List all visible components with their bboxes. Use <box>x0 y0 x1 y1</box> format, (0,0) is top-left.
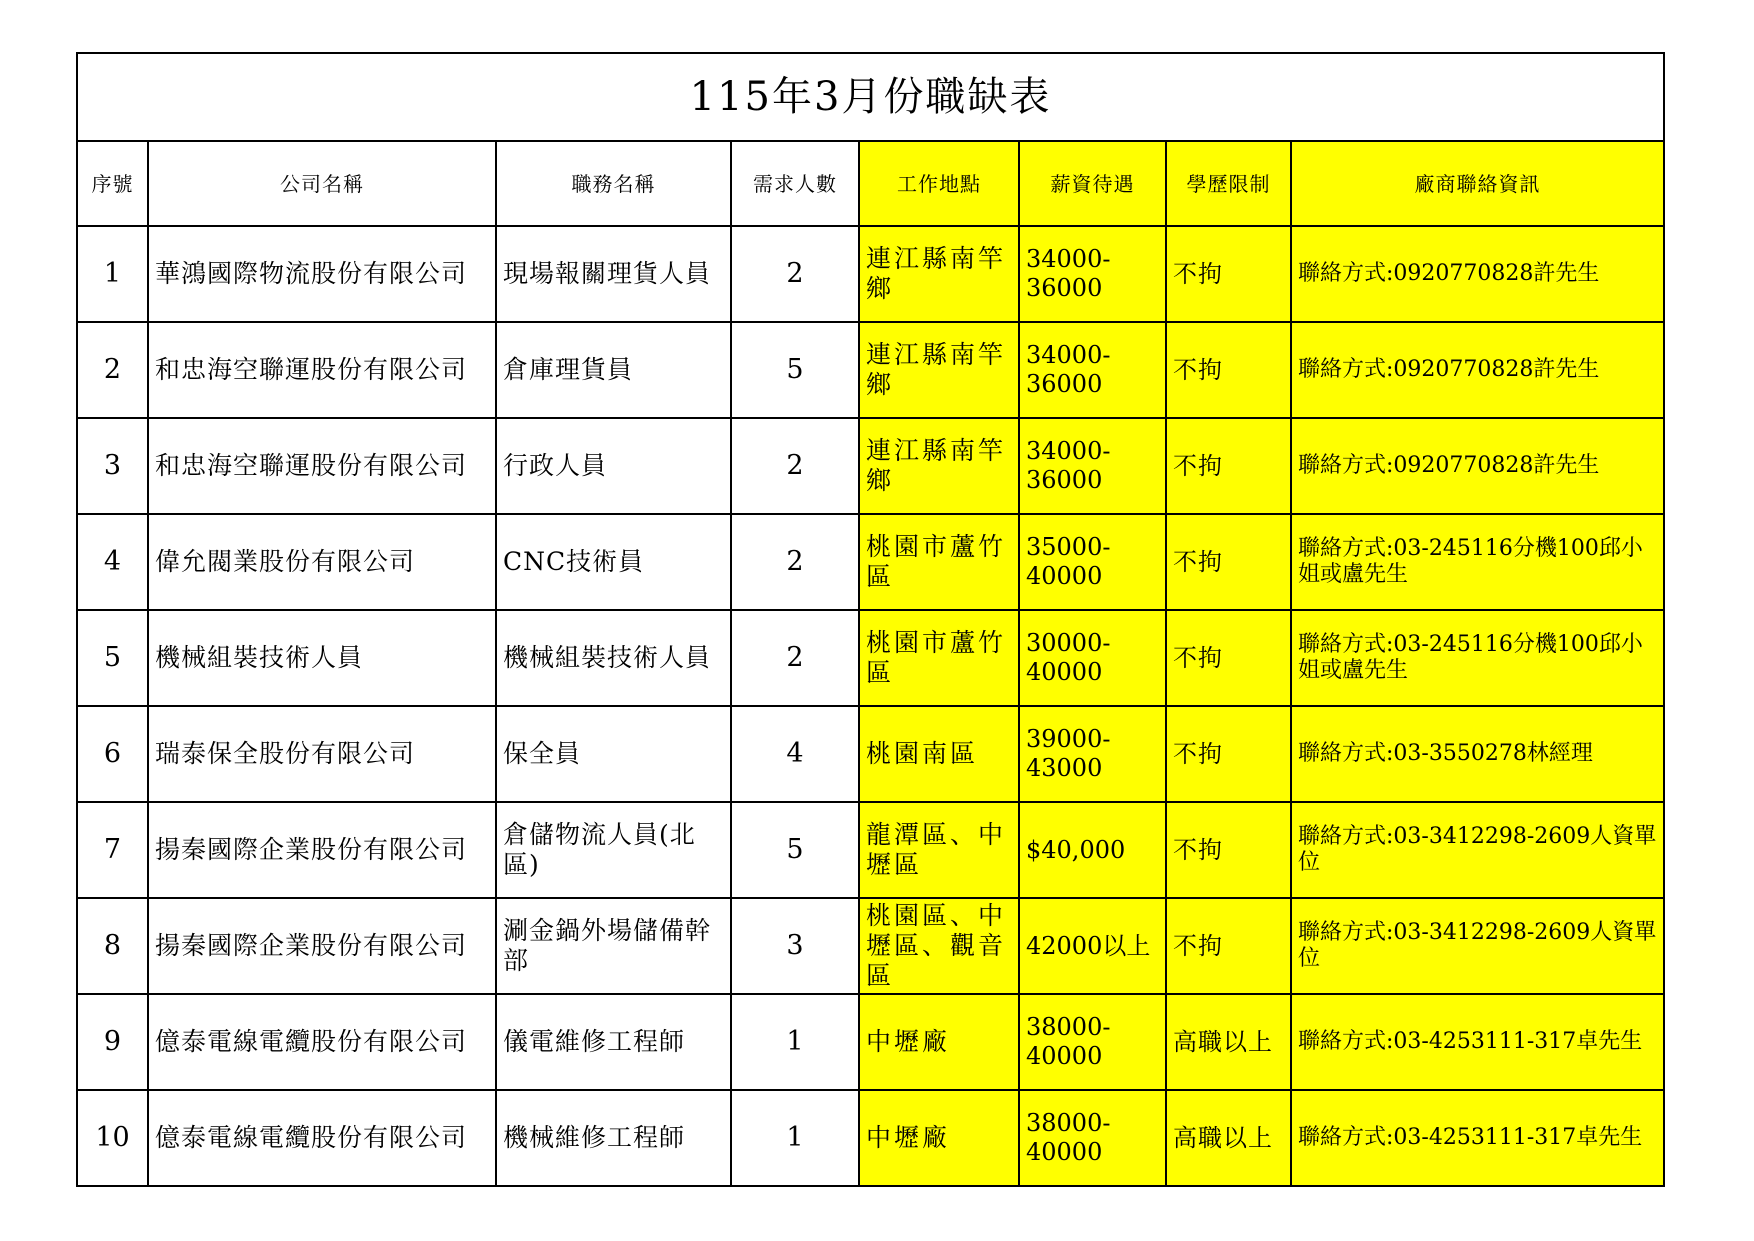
cell-headcount: 2 <box>731 226 859 322</box>
cell-contact: 聯絡方式:03-3412298-2609人資單位 <box>1291 898 1664 994</box>
table-row <box>77 994 1664 1090</box>
cell-education: 高職以上 <box>1166 1090 1291 1186</box>
column-header-education: 學歷限制 <box>1166 141 1291 226</box>
cell-row-number: 9 <box>77 994 148 1090</box>
job-vacancy-table <box>76 52 1665 1187</box>
cell-salary: 34000-36000 <box>1019 322 1166 418</box>
cell-work-location: 中壢廠 <box>859 994 1019 1090</box>
cell-work-location: 連江縣南竿鄉 <box>859 322 1019 418</box>
cell-work-location: 桃園市蘆竹區 <box>859 514 1019 610</box>
table-row <box>77 706 1664 802</box>
header-row <box>77 141 1664 226</box>
cell-salary: 34000-36000 <box>1019 226 1166 322</box>
cell-work-location: 中壢廠 <box>859 1090 1019 1186</box>
cell-salary: 35000-40000 <box>1019 514 1166 610</box>
cell-job-title: 現場報關理貨人員 <box>496 226 731 322</box>
table-row <box>77 226 1664 322</box>
cell-job-title: 倉儲物流人員(北區) <box>496 802 731 898</box>
cell-education: 不拘 <box>1166 418 1291 514</box>
table-row <box>77 802 1664 898</box>
table-row <box>77 610 1664 706</box>
cell-job-title: 行政人員 <box>496 418 731 514</box>
cell-headcount: 5 <box>731 322 859 418</box>
column-header-company-name: 公司名稱 <box>148 141 496 226</box>
cell-row-number: 10 <box>77 1090 148 1186</box>
cell-headcount: 4 <box>731 706 859 802</box>
cell-work-location: 連江縣南竿鄉 <box>859 226 1019 322</box>
cell-company-name: 億泰電線電纜股份有限公司 <box>148 994 496 1090</box>
cell-salary: $40,000 <box>1019 802 1166 898</box>
cell-contact: 聯絡方式:0920770828許先生 <box>1291 418 1664 514</box>
cell-education: 不拘 <box>1166 226 1291 322</box>
cell-company-name: 華鴻國際物流股份有限公司 <box>148 226 496 322</box>
table-row <box>77 898 1664 994</box>
table-row <box>77 514 1664 610</box>
cell-job-title: 機械維修工程師 <box>496 1090 731 1186</box>
cell-education: 不拘 <box>1166 898 1291 994</box>
cell-education: 不拘 <box>1166 610 1291 706</box>
cell-work-location: 桃園區、中壢區、觀音區 <box>859 898 1019 994</box>
cell-contact: 聯絡方式:03-3550278林經理 <box>1291 706 1664 802</box>
cell-company-name: 和忠海空聯運股份有限公司 <box>148 322 496 418</box>
column-header-salary: 薪資待遇 <box>1019 141 1166 226</box>
cell-row-number: 7 <box>77 802 148 898</box>
table-title: 115年3月份職缺表 <box>77 53 1664 141</box>
cell-headcount: 1 <box>731 994 859 1090</box>
cell-job-title: CNC技術員 <box>496 514 731 610</box>
cell-company-name: 揚秦國際企業股份有限公司 <box>148 802 496 898</box>
cell-row-number: 8 <box>77 898 148 994</box>
cell-job-title: 機械組裝技術人員 <box>496 610 731 706</box>
cell-salary: 34000-36000 <box>1019 418 1166 514</box>
cell-salary: 42000以上 <box>1019 898 1166 994</box>
cell-contact: 聯絡方式:03-245116分機100邱小姐或盧先生 <box>1291 514 1664 610</box>
cell-headcount: 1 <box>731 1090 859 1186</box>
cell-headcount: 3 <box>731 898 859 994</box>
cell-contact: 聯絡方式:03-245116分機100邱小姐或盧先生 <box>1291 610 1664 706</box>
column-header-job-title: 職務名稱 <box>496 141 731 226</box>
cell-company-name: 機械組裝技術人員 <box>148 610 496 706</box>
cell-salary: 38000-40000 <box>1019 1090 1166 1186</box>
column-header-headcount: 需求人數 <box>731 141 859 226</box>
cell-company-name: 億泰電線電纜股份有限公司 <box>148 1090 496 1186</box>
column-header-work-location: 工作地點 <box>859 141 1019 226</box>
cell-contact: 聯絡方式:03-4253111-317卓先生 <box>1291 994 1664 1090</box>
cell-education: 不拘 <box>1166 706 1291 802</box>
cell-work-location: 連江縣南竿鄉 <box>859 418 1019 514</box>
cell-contact: 聯絡方式:0920770828許先生 <box>1291 322 1664 418</box>
cell-education: 不拘 <box>1166 514 1291 610</box>
column-header-row-number: 序號 <box>77 141 148 226</box>
cell-row-number: 3 <box>77 418 148 514</box>
cell-company-name: 揚秦國際企業股份有限公司 <box>148 898 496 994</box>
column-header-contact: 廠商聯絡資訊 <box>1291 141 1664 226</box>
cell-salary: 39000-43000 <box>1019 706 1166 802</box>
cell-work-location: 桃園市蘆竹區 <box>859 610 1019 706</box>
title-row <box>77 53 1664 141</box>
cell-job-title: 涮金鍋外場儲備幹部 <box>496 898 731 994</box>
cell-work-location: 桃園南區 <box>859 706 1019 802</box>
cell-job-title: 保全員 <box>496 706 731 802</box>
table-row <box>77 322 1664 418</box>
cell-education: 高職以上 <box>1166 994 1291 1090</box>
cell-row-number: 4 <box>77 514 148 610</box>
cell-company-name: 瑞泰保全股份有限公司 <box>148 706 496 802</box>
cell-job-title: 倉庫理貨員 <box>496 322 731 418</box>
cell-headcount: 2 <box>731 514 859 610</box>
cell-headcount: 2 <box>731 418 859 514</box>
cell-company-name: 和忠海空聯運股份有限公司 <box>148 418 496 514</box>
cell-contact: 聯絡方式:03-3412298-2609人資單位 <box>1291 802 1664 898</box>
cell-salary: 30000-40000 <box>1019 610 1166 706</box>
table-row <box>77 1090 1664 1186</box>
table-row <box>77 418 1664 514</box>
cell-headcount: 5 <box>731 802 859 898</box>
cell-company-name: 偉允閥業股份有限公司 <box>148 514 496 610</box>
cell-work-location: 龍潭區、中壢區 <box>859 802 1019 898</box>
cell-salary: 38000-40000 <box>1019 994 1166 1090</box>
cell-education: 不拘 <box>1166 322 1291 418</box>
cell-contact: 聯絡方式:03-4253111-317卓先生 <box>1291 1090 1664 1186</box>
cell-education: 不拘 <box>1166 802 1291 898</box>
cell-row-number: 5 <box>77 610 148 706</box>
cell-contact: 聯絡方式:0920770828許先生 <box>1291 226 1664 322</box>
cell-headcount: 2 <box>731 610 859 706</box>
cell-job-title: 儀電維修工程師 <box>496 994 731 1090</box>
cell-row-number: 1 <box>77 226 148 322</box>
cell-row-number: 2 <box>77 322 148 418</box>
table-body <box>77 53 1664 1186</box>
cell-row-number: 6 <box>77 706 148 802</box>
